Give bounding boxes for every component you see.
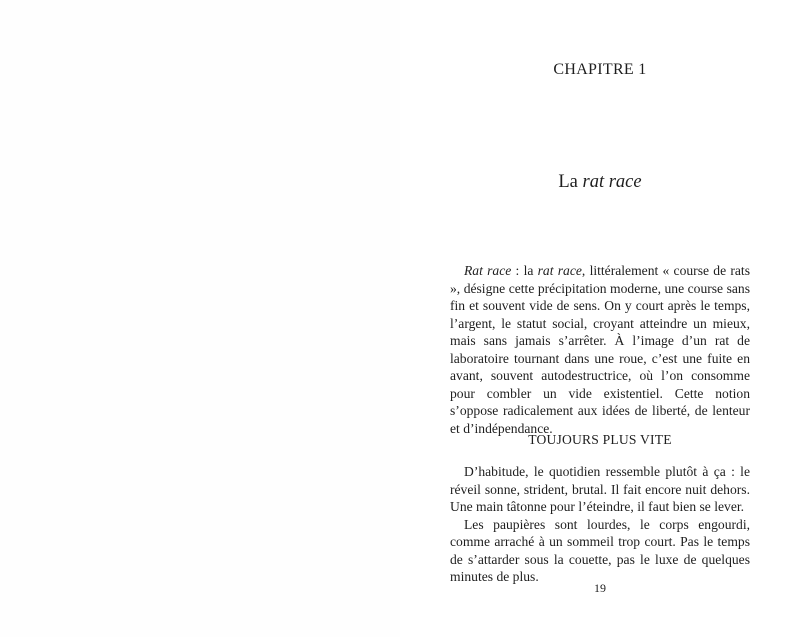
section-paragraph: Les paupières sont lourdes, le corps engourdi, comme arraché à un sommeil trop court. Pas le temps de s’attarder sous la couette, pas le luxe de quelques minutes de plus. — [450, 516, 750, 584]
chapter-label: CHAPITRE 1 — [553, 61, 647, 78]
intro-italic-term: Rat race — [464, 263, 512, 278]
chapter-title-prefix: La — [558, 172, 583, 192]
section-heading: TOUJOURS PLUS VITE — [528, 432, 672, 447]
section-paragraph: D’habitude, le quotidien ressemble plutôt à ça : le réveil sonne, strident, brutal. Il fait encore nuit dehors. Une main tâtonne pour l’éteindre, il faut bien se lever. — [450, 464, 750, 514]
section-body — [450, 463, 750, 586]
intro-italic-term-2: rat race — [537, 263, 582, 278]
intro-text-2: , littéralement « course de rats », désigne cette précipitation moderne, une course sans fin et souvent vide de sens. On y court après le temps, l’argent, le statut social, croyant atteindre un mieux, mais sans jamais s’arrêter. À l’image d’un rat de laboratoire tournant dans une roue, c’est une fuite en avant, souvent autodestructrice, où l’on consomme pour combler un vide existentiel. Cette notion s’oppose radicalement aux idées de liberté, de lenteur et d’indépendance. — [450, 263, 750, 436]
chapter-title — [450, 170, 750, 194]
intro-block — [450, 262, 750, 437]
chapter-title-italic: rat race — [582, 172, 642, 192]
intro-paragraph — [450, 262, 750, 437]
intro-text-1: : la — [511, 263, 538, 278]
page-number: 19 — [594, 581, 606, 595]
